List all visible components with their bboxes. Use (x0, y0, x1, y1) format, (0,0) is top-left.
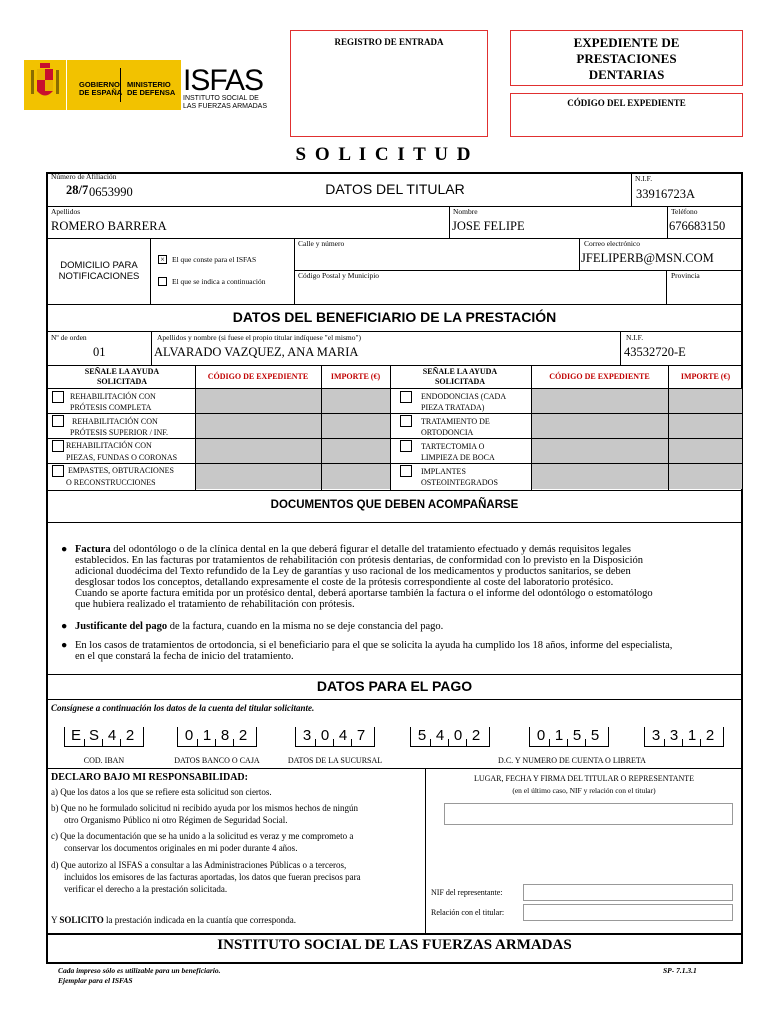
digit-separator (700, 739, 701, 746)
bullet-icon: ● (61, 640, 68, 651)
pago-section-title: DATOS PARA EL PAGO (316, 678, 473, 694)
iban-digit[interactable]: S (88, 727, 99, 744)
iban-digit[interactable]: 1 (554, 727, 564, 744)
relacion-field[interactable] (523, 904, 733, 921)
apnom-value[interactable]: ALVARADO VAZQUEZ, ANA MARIA (154, 345, 359, 359)
apellidos-value[interactable]: ROMERO BARRERA (51, 219, 167, 233)
domicilio-isfas-checkbox[interactable]: × (158, 255, 167, 264)
afiliacion-prefix: 28/7 (66, 183, 89, 197)
beneficiario-nif-label: N.I.F. (626, 333, 644, 342)
gov-line-2: DE ESPAÑA (79, 88, 123, 97)
beneficiario-section-title: DATOS DEL BENEFICIARIO DE LA PRESTACIÓN (232, 309, 557, 325)
ayuda-left-2-l2: PIEZAS, FUNDAS O CORONAS (66, 453, 178, 462)
digit-separator (664, 739, 665, 746)
documento-justificante (75, 621, 720, 632)
ayuda-right-3-l2: OSTEOINTEGRADOS (421, 478, 498, 487)
ayuda-left-2-l1: REHABILITACIÓN CON (66, 441, 152, 450)
factura-line-2: establecidos. En las facturas por tratamientos de rehabilitación con prótesis dentarias, de conformidad con lo previsto en la Disposición (75, 555, 643, 566)
iban-group-0[interactable] (64, 727, 144, 747)
digit-separator (430, 739, 431, 746)
digit-separator (682, 739, 683, 746)
ayuda-right-0-l2: PIEZA TRATADA) (421, 403, 485, 412)
iban-group-1[interactable] (177, 727, 257, 747)
iban-digit[interactable]: 5 (590, 727, 600, 744)
digit-separator (567, 739, 568, 746)
ayuda-piezas-fundas-checkbox[interactable] (52, 440, 64, 452)
ayuda-implantes-checkbox[interactable] (400, 465, 412, 477)
digit-separator (549, 739, 550, 746)
orden-label: Nº de orden (51, 333, 87, 342)
justificante-text: de la factura, cuando en la misma no se deje constancia del pago. (169, 621, 444, 632)
ayuda-col-left-2: SOLICITADA (96, 377, 148, 386)
iban-digit[interactable]: 8 (220, 727, 230, 744)
domicilio-isfas-label: El que conste para el ISFAS (172, 255, 257, 264)
domicilio-other-label: El que se indica a continuación (172, 277, 266, 286)
factura-bold: Factura (75, 544, 111, 555)
documento-factura (75, 544, 720, 610)
correo-value[interactable]: JFELIPERB@MSN.COM (581, 251, 714, 265)
factura-line-3: adicional duodécima del Texto refundido de la Ley de garantías y uso racional de los medicamentos y productos sanitarios, se deben (75, 566, 631, 577)
iban-group-label: COD. IBAN (83, 756, 125, 765)
factura-line-4: desglosar todos los conceptos, detallando expresamente el coste de la prótesis correspondiente al coste del laboratorio protésico. (75, 577, 614, 588)
importe-col-left: IMPORTE (€) (330, 372, 381, 381)
digit-separator (84, 739, 85, 746)
iban-digit[interactable]: 2 (238, 727, 248, 744)
iban-digit[interactable]: 1 (202, 727, 212, 744)
ministry-line-2: DE DEFENSA (127, 88, 176, 97)
nif-representante-label: NIF del representante: (431, 888, 503, 897)
declaracion-solicito (51, 915, 296, 925)
ayuda-left-3-l2: O RECONSTRUCCIONES (66, 478, 156, 487)
digit-separator (448, 739, 449, 746)
ayuda-ortodoncia-checkbox[interactable] (400, 415, 412, 427)
ayuda-right-2-l2: LIMPIEZA DE BOCA (421, 453, 495, 462)
digit-separator (215, 739, 216, 746)
iban-digit[interactable]: 4 (107, 727, 117, 744)
declaracion-a: a) Que los datos a los que se refiere esta solicitud son ciertos. (51, 787, 272, 797)
ayuda-left-0-l1: REHABILITACIÓN CON (70, 392, 156, 401)
codigo-col-right: CÓDIGO DE EXPEDIENTE (549, 372, 650, 381)
firma-title: LUGAR, FECHA Y FIRMA DEL TITULAR O REPRESENTANTE (473, 774, 695, 783)
declaracion-title: DECLARO BAJO MI RESPONSABILIDAD: (51, 772, 248, 783)
iban-digit[interactable]: 3 (651, 727, 661, 744)
apellidos-label: Apellidos (51, 207, 81, 216)
provincia-label: Provincia (671, 271, 700, 280)
iban-group-4[interactable] (529, 727, 609, 747)
afiliacion-label: Número de Afiliación (51, 172, 117, 181)
beneficiario-nif-value[interactable]: 43532720-E (624, 345, 686, 359)
bullet-icon: ● (61, 544, 68, 555)
iban-group-5[interactable] (644, 727, 724, 747)
ayuda-endodoncias-checkbox[interactable] (400, 391, 412, 403)
iban-digit[interactable]: 4 (338, 727, 348, 744)
afiliacion-value[interactable]: 0653990 (89, 185, 133, 199)
domicilio-label-2: NOTIFICACIONES (58, 271, 140, 282)
ministry-line-1: MINISTERIO (127, 80, 171, 89)
digit-separator (466, 739, 467, 746)
factura-line-5: Cuando se aporte factura emitida por un protésico dental, deberá aportarse también la factura o el informe del odontólogo o estomatólogo (75, 588, 653, 599)
iban-digit[interactable]: 5 (572, 727, 582, 744)
isfas-logo: ISFAS (183, 64, 264, 97)
digit-separator (351, 739, 352, 746)
domicilio-other-checkbox[interactable] (158, 277, 167, 286)
government-logo (24, 60, 181, 110)
iban-group-3[interactable] (410, 727, 490, 747)
declaracion-b2: otro Organismo Público ni otro Régimen de Seguridad Social. (64, 815, 288, 825)
solicito-prefix: Y (51, 915, 60, 925)
ayuda-left-0-l2: PRÓTESIS COMPLETA (70, 403, 152, 412)
bullet-icon: ● (61, 621, 68, 632)
page-title: S O L I C I T U D (295, 144, 473, 165)
isfas-subtitle-1: INSTITUTO SOCIAL DE (183, 95, 259, 102)
telefono-value[interactable]: 676683150 (669, 219, 726, 233)
digit-separator (120, 739, 121, 746)
domicilio-label-1: DOMICILIO PARA (60, 260, 138, 271)
iban-digit[interactable]: 5 (417, 727, 427, 744)
footer-code: SP- 7.1.3.1 (663, 966, 697, 975)
coat-of-arms-icon (24, 60, 66, 110)
expediente-line-3: DENTARIAS (588, 67, 665, 82)
iban-digit[interactable]: 4 (435, 727, 445, 744)
isfas-subtitle-2: LAS FUERZAS ARMADAS (183, 103, 268, 110)
iban-digit[interactable]: 3 (669, 727, 679, 744)
digit-separator (102, 739, 103, 746)
nombre-value[interactable]: JOSE FELIPE (452, 219, 525, 233)
documentos-section-title: DOCUMENTOS QUE DEBEN ACOMPAÑARSE (270, 499, 519, 511)
ayuda-tartectomia-checkbox[interactable] (400, 440, 412, 452)
iban-digit[interactable]: 0 (184, 727, 194, 744)
importe-col-right: IMPORTE (€) (680, 372, 731, 381)
titular-nif-label: N.I.F. (635, 174, 653, 183)
titular-nif-value[interactable]: 33916723A (636, 187, 696, 201)
ayuda-right-3-l1: IMPLANTES (421, 467, 466, 476)
pago-instruction: Consígnese a continuación los datos de la cuenta del titular solicitante. (51, 703, 315, 713)
firma-box[interactable] (444, 803, 733, 825)
digit-separator (315, 739, 316, 746)
digit-separator (197, 739, 198, 746)
declaracion-d2: incluidos los emisores de las facturas aportadas, los datos que fueran precisos para (64, 872, 361, 882)
iban-digit[interactable]: 2 (705, 727, 715, 744)
iban-group-label: D.C. Y NUMERO DE CUENTA O LIBRETA (498, 756, 646, 765)
correo-label: Correo electrónico (584, 239, 641, 248)
firma-subtitle: (en el último caso, NIF y relación con el titular) (512, 786, 656, 795)
ayuda-protesis-completa-checkbox[interactable] (52, 391, 64, 403)
nombre-label: Nombre (453, 207, 478, 216)
ayuda-col-right-1: SEÑALE LA AYUDA (422, 367, 498, 376)
cp-label: Código Postal y Municipio (298, 271, 380, 280)
declaracion-d3: verificar el derecho a la prestación solicitada. (64, 884, 228, 894)
footer-note-1: Cada impreso sólo es utilizable para un beneficiario. (58, 966, 221, 975)
codigo-expediente-label: CÓDIGO DEL EXPEDIENTE (567, 98, 686, 108)
justificante-bold: Justificante del pago (75, 621, 168, 632)
ayuda-right-2-l1: TARTECTOMIA O (421, 442, 485, 451)
calle-label: Calle y número (298, 239, 345, 248)
nif-representante-field[interactable] (523, 884, 733, 901)
apnom-label: Apellidos y nombre (si fuese el propio titular indíquese "el mismo") (157, 333, 362, 342)
iban-digit[interactable]: 0 (320, 727, 330, 744)
ayuda-protesis-superior-checkbox[interactable] (52, 415, 64, 427)
iban-digit[interactable]: 0 (453, 727, 463, 744)
ayuda-left-1-l2: PRÓTESIS SUPERIOR / INF. (70, 428, 169, 437)
ayuda-col-right-2: SOLICITADA (434, 377, 486, 386)
titular-section-title: DATOS DEL TITULAR (325, 181, 465, 197)
digit-separator (233, 739, 234, 746)
declaracion-b1: b) Que no he formulado solicitud ni recibido ayuda por los mismos hechos de ningún (51, 803, 358, 813)
gov-line-1: GOBIERNO (79, 80, 120, 89)
ayuda-right-0-l1: ENDODONCIAS (CADA (421, 392, 507, 401)
declaracion-d1: d) Que autorizo al ISFAS a consultar a las Administraciones Públicas o a terceros, (51, 860, 347, 870)
solicito-suffix: la prestación indicada en la cuantía que corresponda. (103, 915, 296, 925)
digit-separator (333, 739, 334, 746)
solicito-bold: SOLICITO (59, 915, 104, 925)
factura-line-1: del odontólogo o de la clínica dental en la que deberá figurar el detalle del tratamiento efectuado y demás requisitos legales (113, 544, 631, 555)
digit-separator (585, 739, 586, 746)
declaracion-c2: conservar los documentos originales en mi poder durante 4 años. (64, 843, 298, 853)
iban-digit[interactable]: 7 (356, 727, 366, 744)
ayuda-right-1-l1: TRATAMIENTO DE (421, 417, 490, 426)
ayuda-empastes-checkbox[interactable] (52, 465, 64, 477)
ortodoncia-line-1: En los casos de tratamientos de ortodoncia, si el beneficiario para el que se solicita la ayuda ha cumplido los 18 años, informe del especialista, (75, 640, 673, 651)
footer-instituto: INSTITUTO SOCIAL DE LAS FUERZAS ARMADAS (217, 937, 572, 953)
iban-digit[interactable]: E (70, 727, 81, 744)
documento-ortodoncia (75, 640, 720, 662)
ayuda-col-left-1: SEÑALE LA AYUDA (84, 367, 160, 376)
declaracion-c1: c) Que la documentación que se ha unido a la solicitud es veraz y me comprometo a (51, 831, 354, 841)
ayuda-left-3-l1: EMPASTES, OBTURACIONES (68, 466, 174, 475)
codigo-col-left: CÓDIGO DE EXPEDIENTE (207, 372, 309, 381)
expediente-line-2: PRESTACIONES (576, 51, 677, 66)
ayuda-right-1-l2: ORTODONCIA (421, 428, 474, 437)
iban-digit[interactable]: 1 (687, 727, 697, 744)
iban-group-2[interactable] (295, 727, 375, 747)
iban-digit[interactable]: 0 (536, 727, 546, 744)
iban-digit[interactable]: 2 (125, 727, 135, 744)
iban-group-label: DATOS DE LA SUCURSAL (287, 756, 383, 765)
footer-note-2: Ejemplar para el ISFAS (58, 976, 133, 985)
iban-digit[interactable]: 2 (471, 727, 481, 744)
ayuda-left-1-l1: REHABILITACIÓN CON (72, 417, 158, 426)
relacion-label: Relación con el titular: (431, 908, 505, 917)
iban-group-label: DATOS BANCO O CAJA (174, 756, 260, 765)
expediente-line-1: EXPEDIENTE DE (573, 35, 680, 50)
iban-fields (0, 727, 768, 767)
factura-line-6: que hubiera realizado el tratamiento de rehabilitación con prótesis. (75, 599, 355, 610)
registro-label: REGISTRO DE ENTRADA (334, 37, 444, 47)
iban-digit[interactable]: 3 (302, 727, 312, 744)
telefono-label: Teléfono (671, 207, 698, 216)
orden-value[interactable]: 01 (93, 345, 106, 359)
ortodoncia-line-2: en el que constará la fecha de inicio del tratamiento. (75, 651, 294, 662)
